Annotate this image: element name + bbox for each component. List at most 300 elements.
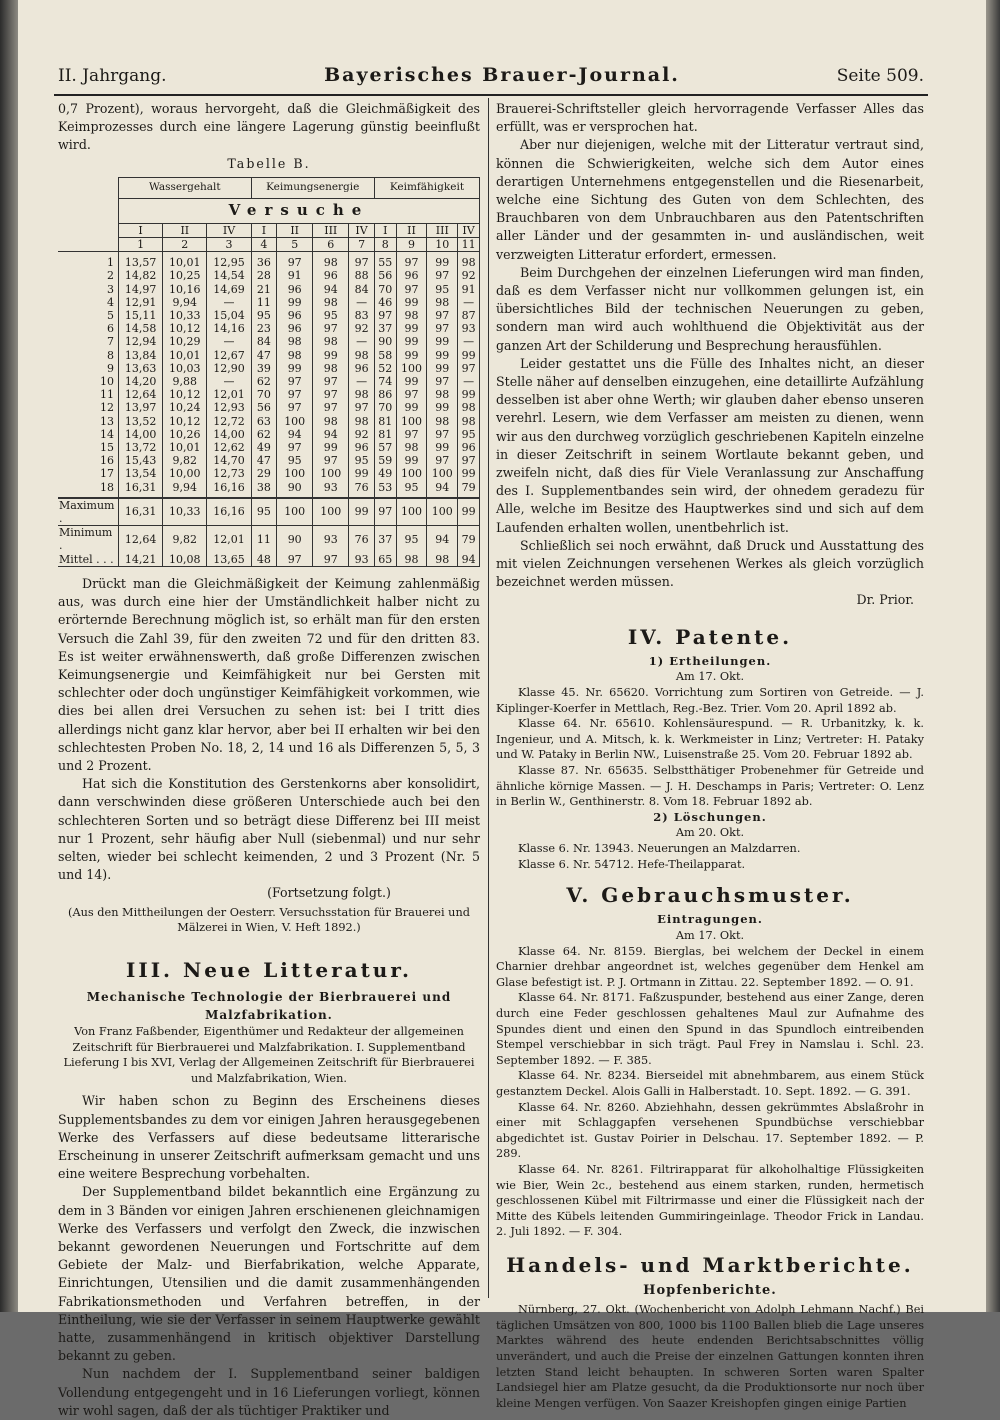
summary-cell: 95 bbox=[251, 498, 277, 526]
table-cell: 99 bbox=[396, 349, 427, 362]
table-cell: 97 bbox=[313, 375, 349, 388]
table-cell: 16 bbox=[58, 454, 119, 467]
table-cell: 10,33 bbox=[163, 309, 207, 322]
table-cell: 98 bbox=[277, 335, 313, 348]
subsection-loeschungen: 2) Löschungen. bbox=[653, 809, 767, 824]
table-cell: 10,12 bbox=[163, 322, 207, 335]
table-cell: 83 bbox=[349, 309, 375, 322]
table-cell: 23 bbox=[251, 322, 277, 335]
table-cell: 92 bbox=[458, 269, 480, 282]
table-cell: 18 bbox=[58, 481, 119, 498]
utility-model-entry: Klasse 64. Nr. 8234. Bierseidel mit abnehmbarem, aus einem Stück gestanztem Deckel. Alois Galli in Halberstadt. 10. Sept. 1892. — G. 391. bbox=[496, 1069, 924, 1098]
table-cell: 94 bbox=[427, 481, 458, 498]
table-cell: 99 bbox=[458, 349, 480, 362]
table-cell: 9,88 bbox=[163, 375, 207, 388]
table-cell: 10 bbox=[58, 375, 119, 388]
table-cell: 95 bbox=[313, 309, 349, 322]
table-cell: 12,72 bbox=[207, 415, 251, 428]
table-cell: 10,01 bbox=[163, 252, 207, 270]
table-cell: 96 bbox=[313, 269, 349, 282]
roman-header: IV bbox=[349, 223, 375, 237]
table-cell: 94 bbox=[277, 428, 313, 441]
table-cell: 92 bbox=[349, 428, 375, 441]
table-cell: 56 bbox=[374, 269, 396, 282]
column-number: 8 bbox=[374, 238, 396, 252]
table-cell: 11 bbox=[251, 296, 277, 309]
summary-row bbox=[58, 498, 480, 526]
table-cell: 47 bbox=[251, 349, 277, 362]
versuche-header: Versuche bbox=[119, 198, 480, 223]
table-cell: — bbox=[207, 375, 251, 388]
table-cell: 99 bbox=[313, 441, 349, 454]
table-cell: 97 bbox=[277, 375, 313, 388]
table-cell: 100 bbox=[396, 467, 427, 480]
summary-cell: 99 bbox=[349, 498, 375, 526]
column-number: 10 bbox=[427, 238, 458, 252]
roman-header: II bbox=[163, 223, 207, 237]
table-cell: 96 bbox=[277, 283, 313, 296]
journal-title: Bayerisches Brauer-Journal. bbox=[324, 64, 680, 86]
table-cell: — bbox=[349, 375, 375, 388]
table-cell: 97 bbox=[277, 441, 313, 454]
scan-right-edge bbox=[986, 0, 1000, 1312]
table-cell: 87 bbox=[458, 309, 480, 322]
table-title: Tabelle B. bbox=[227, 155, 311, 171]
table-cell: 9,82 bbox=[163, 454, 207, 467]
table-row bbox=[58, 415, 480, 428]
section-title-gebrauchsmuster: V. Gebrauchsmuster. bbox=[566, 883, 854, 908]
summary-cell: 16,31 bbox=[119, 498, 163, 526]
table-cell: 93 bbox=[313, 481, 349, 498]
review-paragraph-2: Der Supplementband bildet bekanntlich eine Ergänzung zu dem in 3 Bänden vor einigen Jahren erschienenen gleichnamigen Werke des Verfassers und verfolgt den Zweck, die inzwischen bekannt gewordenen Neuerungen und Fortschritte auf dem Gebiete der Malz- und Bierfabrikation, welche Apparate, Einrichtungen, Utensilien und die damit zusammenhängenden Fabrikationsmethoden und Verfahren betreffen, in der Eintheilung, wie sie der Verfasser in seinem Hauptwerke gewählt hatte, zusammenhängend in kritisch objektiver Darstellung bekannt zu geben. bbox=[58, 1184, 480, 1364]
review-paragraph-8: Schließlich sei noch erwähnt, daß Druck und Ausstattung des mit vielen Zeichnungen versehenen Werkes als gleich vorzüglich bezeichnet werden müssen. bbox=[496, 537, 924, 590]
table-row bbox=[58, 375, 480, 388]
right-column bbox=[496, 100, 924, 1411]
table-cell: 9 bbox=[58, 362, 119, 375]
roman-header: II bbox=[396, 223, 427, 237]
summary-cell: 12,01 bbox=[207, 526, 251, 553]
table-cell: 98 bbox=[349, 388, 375, 401]
table-cell: 12,62 bbox=[207, 441, 251, 454]
table-cell: 9,94 bbox=[163, 481, 207, 498]
column-number: 4 bbox=[251, 238, 277, 252]
table-cell: 98 bbox=[313, 296, 349, 309]
table-cell: 3 bbox=[58, 283, 119, 296]
table-cell: 91 bbox=[277, 269, 313, 282]
continued-note: (Fortsetzung folgt.) bbox=[267, 885, 391, 901]
roman-header: I bbox=[251, 223, 277, 237]
utility-model-entry: Klasse 64. Nr. 8159. Bierglas, bei welchem der Deckel in einem Charnier drehbar angeordnet ist, welches gegenüber dem Henkel am Glase befestigt ist. P. J. Ortmann in Zittau. 22. September 1892. — O. 91. bbox=[496, 944, 924, 989]
table-cell: 37 bbox=[374, 322, 396, 335]
intro-paragraph: 0,7 Prozent), woraus hervorgeht, daß die Gleichmäßigkeit des Keimprozesses durch eine längere Lagerung günstig beeinflußt wird. bbox=[58, 101, 480, 153]
volume-label: II. Jahrgang. bbox=[58, 66, 167, 86]
table-cell: 91 bbox=[458, 283, 480, 296]
table-row bbox=[58, 428, 480, 441]
table-body bbox=[58, 252, 480, 567]
table-cell: 97 bbox=[374, 309, 396, 322]
summary-cell: 100 bbox=[427, 498, 458, 526]
table-cell: 14,58 bbox=[119, 322, 163, 335]
table-cell: 13,72 bbox=[119, 441, 163, 454]
summary-cell: 100 bbox=[396, 498, 427, 526]
table-cell: 15,43 bbox=[119, 454, 163, 467]
table-cell: 88 bbox=[349, 269, 375, 282]
summary-cell: 100 bbox=[277, 498, 313, 526]
column-number: 3 bbox=[207, 238, 251, 252]
table-cell: 98 bbox=[396, 309, 427, 322]
table-cell: 13,63 bbox=[119, 362, 163, 375]
column-number: 7 bbox=[349, 238, 375, 252]
roman-header: I bbox=[374, 223, 396, 237]
table-cell: 94 bbox=[313, 283, 349, 296]
table-row bbox=[58, 388, 480, 401]
table-row bbox=[58, 481, 480, 498]
table-cell: 99 bbox=[396, 335, 427, 348]
date-label: Am 17. Okt. bbox=[675, 929, 745, 942]
table-cell: 99 bbox=[427, 441, 458, 454]
table-cell: 95 bbox=[396, 481, 427, 498]
table-cell: 86 bbox=[374, 388, 396, 401]
table-cell: 97 bbox=[427, 322, 458, 335]
table-cell: 97 bbox=[313, 322, 349, 335]
table-cell: 10,12 bbox=[163, 415, 207, 428]
table-cell: 13 bbox=[58, 415, 119, 428]
subsection-ertheilungen: 1) Ertheilungen. bbox=[648, 653, 772, 668]
table-cell: 59 bbox=[374, 454, 396, 467]
table-cell: 97 bbox=[396, 428, 427, 441]
roman-header: IV bbox=[458, 223, 480, 237]
table-cell: 10,12 bbox=[163, 388, 207, 401]
table-cell: 99 bbox=[396, 296, 427, 309]
table-cell: 12 bbox=[58, 401, 119, 414]
review-paragraph-6: Beim Durchgehen der einzelnen Lieferungen wird man finden, daß es dem Verfasser nicht nur vollkommen gelungen ist, ein übersichtliches Bild der technischen Neuerungen zu geben, sondern man wird auch wohlthuend die Objektivität aus der ganzen Art der Schilderung und Besprechung herausfühlen. bbox=[496, 264, 924, 353]
table-cell: 97 bbox=[396, 283, 427, 296]
market-report: Nürnberg, 27. Okt. (Wochenbericht von Adolph Lehmann Nachf.) Bei täglichen Umsätzen von 800, 1000 bis 1100 Ballen blieb die Lage unseres Marktes während des heute endenden Berichtsabschnittes völlig unverändert, und auch die Preise der einzelnen Gattungen konnten ihren letzten Stand leicht behaupten. In schweren Sorten waren Spalter Landsiegel hier am Platze gesucht, da die Produktionsorte nur noch über kleine Mengen verfügen. Von Saazer Kreishopfen gingen einige Partien bbox=[496, 1303, 924, 1410]
author-signature: Dr. Prior. bbox=[856, 592, 914, 608]
table-cell: 11 bbox=[58, 388, 119, 401]
summary-cell: 10,33 bbox=[163, 498, 207, 526]
source-note: (Aus den Mittheilungen der Oesterr. Versuchsstation für Brauerei und Mälzerei in Wien, V. Heft 1892.) bbox=[68, 905, 470, 934]
summary-cell: 90 bbox=[277, 526, 313, 553]
table-cell: 14,20 bbox=[119, 375, 163, 388]
summary-cell: 12,64 bbox=[119, 526, 163, 553]
table-cell: 97 bbox=[427, 375, 458, 388]
table-cell: 97 bbox=[427, 309, 458, 322]
summary-cell: 97 bbox=[374, 498, 396, 526]
table-cell: 98 bbox=[313, 252, 349, 270]
summary-cell: 76 bbox=[349, 526, 375, 553]
table-cell: 81 bbox=[374, 428, 396, 441]
summary-cell: 100 bbox=[313, 498, 349, 526]
table-cell: 13,54 bbox=[119, 467, 163, 480]
table-cell: 97 bbox=[427, 428, 458, 441]
patent-entry: Klasse 87. Nr. 65635. Selbstthätiger Probenehmer für Getreide und ähnliche körnige Massen. — J. H. Deschamps in Paris; Vertreter: O. Lenz in Berlin W., Genthinerstr. 8. Vom 18. Februar 1892 ab. bbox=[496, 764, 924, 809]
table-cell: 90 bbox=[374, 335, 396, 348]
summary-cell: 11 bbox=[251, 526, 277, 553]
table-cell: 17 bbox=[58, 467, 119, 480]
column-divider bbox=[488, 98, 489, 1298]
subsection-eintragungen: Eintragungen. bbox=[657, 912, 763, 927]
table-cell: 97 bbox=[277, 401, 313, 414]
table-cell: 96 bbox=[349, 362, 375, 375]
summary-cell: 9,82 bbox=[163, 526, 207, 553]
table-cell: 95 bbox=[427, 283, 458, 296]
table-cell: 97 bbox=[313, 454, 349, 467]
table-cell: 2 bbox=[58, 269, 119, 282]
column-number: 1 bbox=[119, 238, 163, 252]
table-cell: 92 bbox=[349, 322, 375, 335]
table-cell: 98 bbox=[313, 415, 349, 428]
table-cell: 38 bbox=[251, 481, 277, 498]
table-cell: 12,01 bbox=[207, 388, 251, 401]
table-cell: 13,97 bbox=[119, 401, 163, 414]
table-cell: 12,93 bbox=[207, 401, 251, 414]
paragraph-gleichmaessigkeit: Drückt man die Gleichmäßigkeit der Keimung zahlenmäßig aus, was durch eine hier der Umständlichkeit halber nicht zu erörternde Berechnung möglich ist, so erhält man für den ersten Versuch die Zahl 39, für den zweiten 72 und für den dritten 83. Es ist weiter erwähnenswerth, daß große Differenzen zwischen Keimungsenergie und Keimfähigkeit nur bei Gersten mit schlechter oder doch ungünstiger Keimfähigkeit vorkommen, wie dies bei allen drei Versuchen zu sehen ist: bei I tritt dies allerdings nicht ganz klar hervor, aber bei II erhalten wir bei den schlechtesten Proben No. 18, 2, 14 und 16 als Differenzen 5, 5, 3 und 2 Prozent. bbox=[58, 575, 480, 773]
section-title-marktberichte: Handels- und Marktberichte. bbox=[506, 1252, 914, 1277]
table-cell: 97 bbox=[313, 401, 349, 414]
table-cell: 97 bbox=[396, 388, 427, 401]
table-row bbox=[58, 252, 480, 270]
table-cell: 98 bbox=[458, 415, 480, 428]
table-cell: 9,94 bbox=[163, 296, 207, 309]
table-cell: 98 bbox=[313, 362, 349, 375]
table-cell: 13,84 bbox=[119, 349, 163, 362]
table-cell: 98 bbox=[427, 415, 458, 428]
table-cell: 98 bbox=[427, 296, 458, 309]
review-paragraph-4: Brauerei-Schriftsteller gleich hervorragende Verfasser Alles das erfüllt, was er versprochen hat. bbox=[496, 101, 924, 135]
table-cell: 14,69 bbox=[207, 283, 251, 296]
table-cell: 62 bbox=[251, 375, 277, 388]
table-row bbox=[58, 441, 480, 454]
table-cell: 56 bbox=[251, 401, 277, 414]
table-cell: 97 bbox=[277, 388, 313, 401]
table-cell: 12,91 bbox=[119, 296, 163, 309]
page-number: Seite 509. bbox=[836, 66, 924, 86]
table-cell: 6 bbox=[58, 322, 119, 335]
summary-cell: 14,21 bbox=[119, 553, 163, 567]
deletion-entry: Klasse 6. Nr. 13943. Neuerungen an Malzdarren. bbox=[518, 842, 801, 856]
date-label: Am 17. Okt. bbox=[675, 670, 745, 684]
table-row bbox=[58, 454, 480, 467]
summary-cell: 99 bbox=[458, 498, 480, 526]
table-cell: 99 bbox=[427, 252, 458, 270]
section-title-patente: IV. Patente. bbox=[627, 624, 793, 649]
table-cell: 98 bbox=[458, 252, 480, 270]
table-cell: 98 bbox=[349, 415, 375, 428]
table-cell: 39 bbox=[251, 362, 277, 375]
table-cell: 47 bbox=[251, 454, 277, 467]
table-cell: 1 bbox=[58, 252, 119, 270]
summary-cell: 93 bbox=[349, 553, 375, 567]
table-cell: 70 bbox=[251, 388, 277, 401]
table-cell: 98 bbox=[396, 441, 427, 454]
table-cell: 100 bbox=[396, 415, 427, 428]
table-cell: 13,57 bbox=[119, 252, 163, 270]
table-cell: 99 bbox=[396, 375, 427, 388]
table-corner bbox=[58, 177, 119, 251]
table-row bbox=[58, 322, 480, 335]
table-cell: 14 bbox=[58, 428, 119, 441]
review-paragraph-5: Aber nur diejenigen, welche mit der Litteratur vertraut sind, können die Schwierigkeiten, welche sich dem Autor eines derartigen Unternehmens entgegenstellen und die Riesenarbeit, welche eine Sichtung des Guten von dem Schlechten, des Brauchbaren von dem Unbrauchbaren aus den Patentschriften aller Länder und der gesammten in- und ausländischen, weit verzweigten Litteratur erfordert, ermessen. bbox=[496, 137, 924, 262]
table-cell: 93 bbox=[458, 322, 480, 335]
table-cell: 81 bbox=[374, 415, 396, 428]
table-cell: 10,29 bbox=[163, 335, 207, 348]
column-number: 2 bbox=[163, 238, 207, 252]
table-cell: 53 bbox=[374, 481, 396, 498]
table-cell: 100 bbox=[277, 415, 313, 428]
column-number: 9 bbox=[396, 238, 427, 252]
table-cell: — bbox=[207, 335, 251, 348]
summary-cell: 98 bbox=[396, 553, 427, 567]
table-cell: 49 bbox=[374, 467, 396, 480]
left-column bbox=[58, 100, 480, 1420]
table-cell: 99 bbox=[458, 388, 480, 401]
table-cell: 13,52 bbox=[119, 415, 163, 428]
table-row bbox=[58, 335, 480, 348]
roman-header: I bbox=[119, 223, 163, 237]
table-cell: 79 bbox=[458, 481, 480, 498]
table-cell: 98 bbox=[277, 349, 313, 362]
section-title-litteratur: III. Neue Litteratur. bbox=[125, 958, 413, 983]
summary-cell: 94 bbox=[427, 526, 458, 553]
table-cell: 21 bbox=[251, 283, 277, 296]
table-cell: 10,01 bbox=[163, 349, 207, 362]
table-cell: 94 bbox=[313, 428, 349, 441]
summary-cell: 93 bbox=[313, 526, 349, 553]
table-cell: 14,00 bbox=[207, 428, 251, 441]
table-cell: — bbox=[458, 296, 480, 309]
table-row bbox=[58, 309, 480, 322]
group-header: Keimfähigkeit bbox=[374, 177, 479, 198]
roman-header-row bbox=[58, 223, 480, 237]
table-cell: 99 bbox=[427, 335, 458, 348]
table-cell: 14,54 bbox=[207, 269, 251, 282]
table-cell: 7 bbox=[58, 335, 119, 348]
summary-row bbox=[58, 553, 480, 567]
table-cell: 97 bbox=[313, 388, 349, 401]
column-number: 5 bbox=[277, 238, 313, 252]
table-cell: 96 bbox=[349, 441, 375, 454]
table-cell: 96 bbox=[396, 269, 427, 282]
table-cell: 97 bbox=[349, 252, 375, 270]
table-row bbox=[58, 349, 480, 362]
table-cell: 74 bbox=[374, 375, 396, 388]
table-cell: 96 bbox=[277, 322, 313, 335]
review-paragraph-3: Nun nachdem der I. Supplementband seiner baldigen Vollendung entgegengeht und in 16 Lieferungen vorliegt, können wir wohl sagen, daß der als tüchtiger Praktiker und bbox=[58, 1366, 480, 1418]
patent-entry: Klasse 45. Nr. 65620. Vorrichtung zum Sortiren von Getreide. — J. Kiplinger-Koerfer in Mettlach, Reg.-Bez. Trier. Vom 20. April 1892 ab. bbox=[496, 686, 924, 715]
table-cell: 95 bbox=[277, 454, 313, 467]
table-row bbox=[58, 467, 480, 480]
group-header: Keimungsenergie bbox=[251, 177, 374, 198]
summary-cell: 94 bbox=[458, 553, 480, 567]
roman-header: III bbox=[427, 223, 458, 237]
table-cell: 98 bbox=[427, 388, 458, 401]
book-description: Von Franz Faßbender, Eigenthümer und Redakteur der allgemeinen Zeitschrift für Bierbrauerei und Malzfabrikation. I. Supplementband Lieferung I bis XVI, Verlag der Allgemeinen Zeitschrift für Bierbrauerei und Malzfabrikation, Wien. bbox=[63, 1024, 475, 1085]
book-title: Mechanische Technologie der Bierbrauerei und Malzfabrikation. bbox=[86, 989, 452, 1022]
scan-left-edge bbox=[0, 0, 18, 1312]
table-cell: 10,00 bbox=[163, 467, 207, 480]
summary-cell: 65 bbox=[374, 553, 396, 567]
summary-cell: Maximum . bbox=[58, 498, 119, 526]
table-cell: 15,04 bbox=[207, 309, 251, 322]
table-cell: — bbox=[349, 335, 375, 348]
summary-cell: 13,65 bbox=[207, 553, 251, 567]
utility-model-entry: Klasse 64. Nr. 8261. Filtrirapparat für alkoholhaltige Flüssigkeiten wie Bier, Wein 2c., bestehend aus einem starken, runden, hermetisch geschlossenen Kübel mit Filtrirmasse und einer die Flüssigkeit nach der Mitte des Kübels leitenden Gummiringeinlage. Theodor Frick in Landau. 2. Juli 1892. — F. 304. bbox=[496, 1162, 924, 1239]
table-cell: 97 bbox=[427, 454, 458, 467]
table-cell: 95 bbox=[349, 454, 375, 467]
table-cell: 70 bbox=[374, 283, 396, 296]
table-row bbox=[58, 283, 480, 296]
table-cell: 84 bbox=[349, 283, 375, 296]
table-cell: 4 bbox=[58, 296, 119, 309]
data-table bbox=[58, 177, 480, 567]
table-row bbox=[58, 401, 480, 414]
table-cell: — bbox=[458, 335, 480, 348]
table-cell: 49 bbox=[251, 441, 277, 454]
table-cell: 63 bbox=[251, 415, 277, 428]
table-cell: 100 bbox=[313, 467, 349, 480]
table-cell: 10,01 bbox=[163, 441, 207, 454]
table-cell: 99 bbox=[396, 401, 427, 414]
summary-cell: 37 bbox=[374, 526, 396, 553]
table-cell: 46 bbox=[374, 296, 396, 309]
table-cell: 97 bbox=[396, 252, 427, 270]
table-cell: 98 bbox=[313, 335, 349, 348]
summary-cell: 97 bbox=[313, 553, 349, 567]
table-cell: 14,00 bbox=[119, 428, 163, 441]
paragraph-konstitution: Hat sich die Konstitution des Gerstenkorns aber konsolidirt, dann verschwinden diese größeren Unterschiede auch bei den schlechteren Sorten und so beträgt diese Differenz bei III meist nur 1 Prozent, sehr häufig aber Null (siebenmal) und nur sehr selten, wieder bei schlecht keimenden, 2 und 3 Prozent (Nr. 5 und 14). bbox=[58, 776, 480, 883]
table-cell: 98 bbox=[458, 401, 480, 414]
table-cell: 100 bbox=[396, 362, 427, 375]
table-cell: 97 bbox=[277, 252, 313, 270]
table-cell: 58 bbox=[374, 349, 396, 362]
table-cell: 95 bbox=[458, 428, 480, 441]
roman-header: II bbox=[277, 223, 313, 237]
table-cell: 95 bbox=[251, 309, 277, 322]
table-cell: 97 bbox=[349, 401, 375, 414]
table-cell: 57 bbox=[374, 441, 396, 454]
table-cell: 12,64 bbox=[119, 388, 163, 401]
table-cell: 14,70 bbox=[207, 454, 251, 467]
summary-cell: 98 bbox=[427, 553, 458, 567]
table-cell: 96 bbox=[458, 441, 480, 454]
table-cell: 99 bbox=[458, 467, 480, 480]
table-cell: — bbox=[458, 375, 480, 388]
utility-model-entry: Klasse 64. Nr. 8171. Faßzuspunder, bestehend aus einer Zange, deren durch eine Feder geschlossen gehaltenes Maul zur Aufnahme des Spundes dient und einen den Spund in das Spundloch eintreibenden Stempel verschiebbar in sich trägt. Paul Frey in Namslau i. Schl. 23. September 1892. — F. 385. bbox=[496, 991, 924, 1067]
table-cell: 52 bbox=[374, 362, 396, 375]
table-cell: 36 bbox=[251, 252, 277, 270]
table-cell: 62 bbox=[251, 428, 277, 441]
table-cell: 14,97 bbox=[119, 283, 163, 296]
table-cell: 99 bbox=[396, 454, 427, 467]
table-cell: 10,16 bbox=[163, 283, 207, 296]
summary-row bbox=[58, 526, 480, 553]
utility-model-entry: Klasse 64. Nr. 8260. Abziehhahn, dessen gekrümmtes Abslaßrohr in einer mit Schlaggapfen versehenen Spundbüchse verschiebbar abgedichtet ist. Gustav Poirier in Delschau. 17. September 1892. — P. 289. bbox=[496, 1100, 924, 1161]
table-cell: 5 bbox=[58, 309, 119, 322]
patent-entry: Klasse 64. Nr. 65610. Kohlensäurespund. — R. Urbanitzky, k. k. Ingenieur, und A. Mitsch, k. k. Werkmeister in Linz; Vertreter: H. Pataky und W. Pataky in Berlin NW., Luisenstraße 25. Vom 20. Februar 1892 ab. bbox=[496, 717, 924, 762]
subsection-hopfenberichte: Hopfenberichte. bbox=[643, 1283, 777, 1299]
table-cell: 90 bbox=[277, 481, 313, 498]
summary-cell: 10,08 bbox=[163, 553, 207, 567]
journal-page bbox=[18, 0, 986, 1418]
column-number-row bbox=[58, 238, 480, 252]
table-cell: 16,31 bbox=[119, 481, 163, 498]
review-paragraph-1: Wir haben schon zu Beginn des Erscheinens dieses Supplementsbandes zu dem vor einigen Jahren herausgegebenen Werke des Verfassers auf diese bedeutsame litterarische Erscheinung in unserer Zeitschrift aufmerksam gemacht und uns eine weitere Besprechung vorbehalten. bbox=[58, 1093, 480, 1182]
table-cell: 10,25 bbox=[163, 269, 207, 282]
table-cell: 14,16 bbox=[207, 322, 251, 335]
table-cell: — bbox=[349, 296, 375, 309]
roman-header: IV bbox=[207, 223, 251, 237]
